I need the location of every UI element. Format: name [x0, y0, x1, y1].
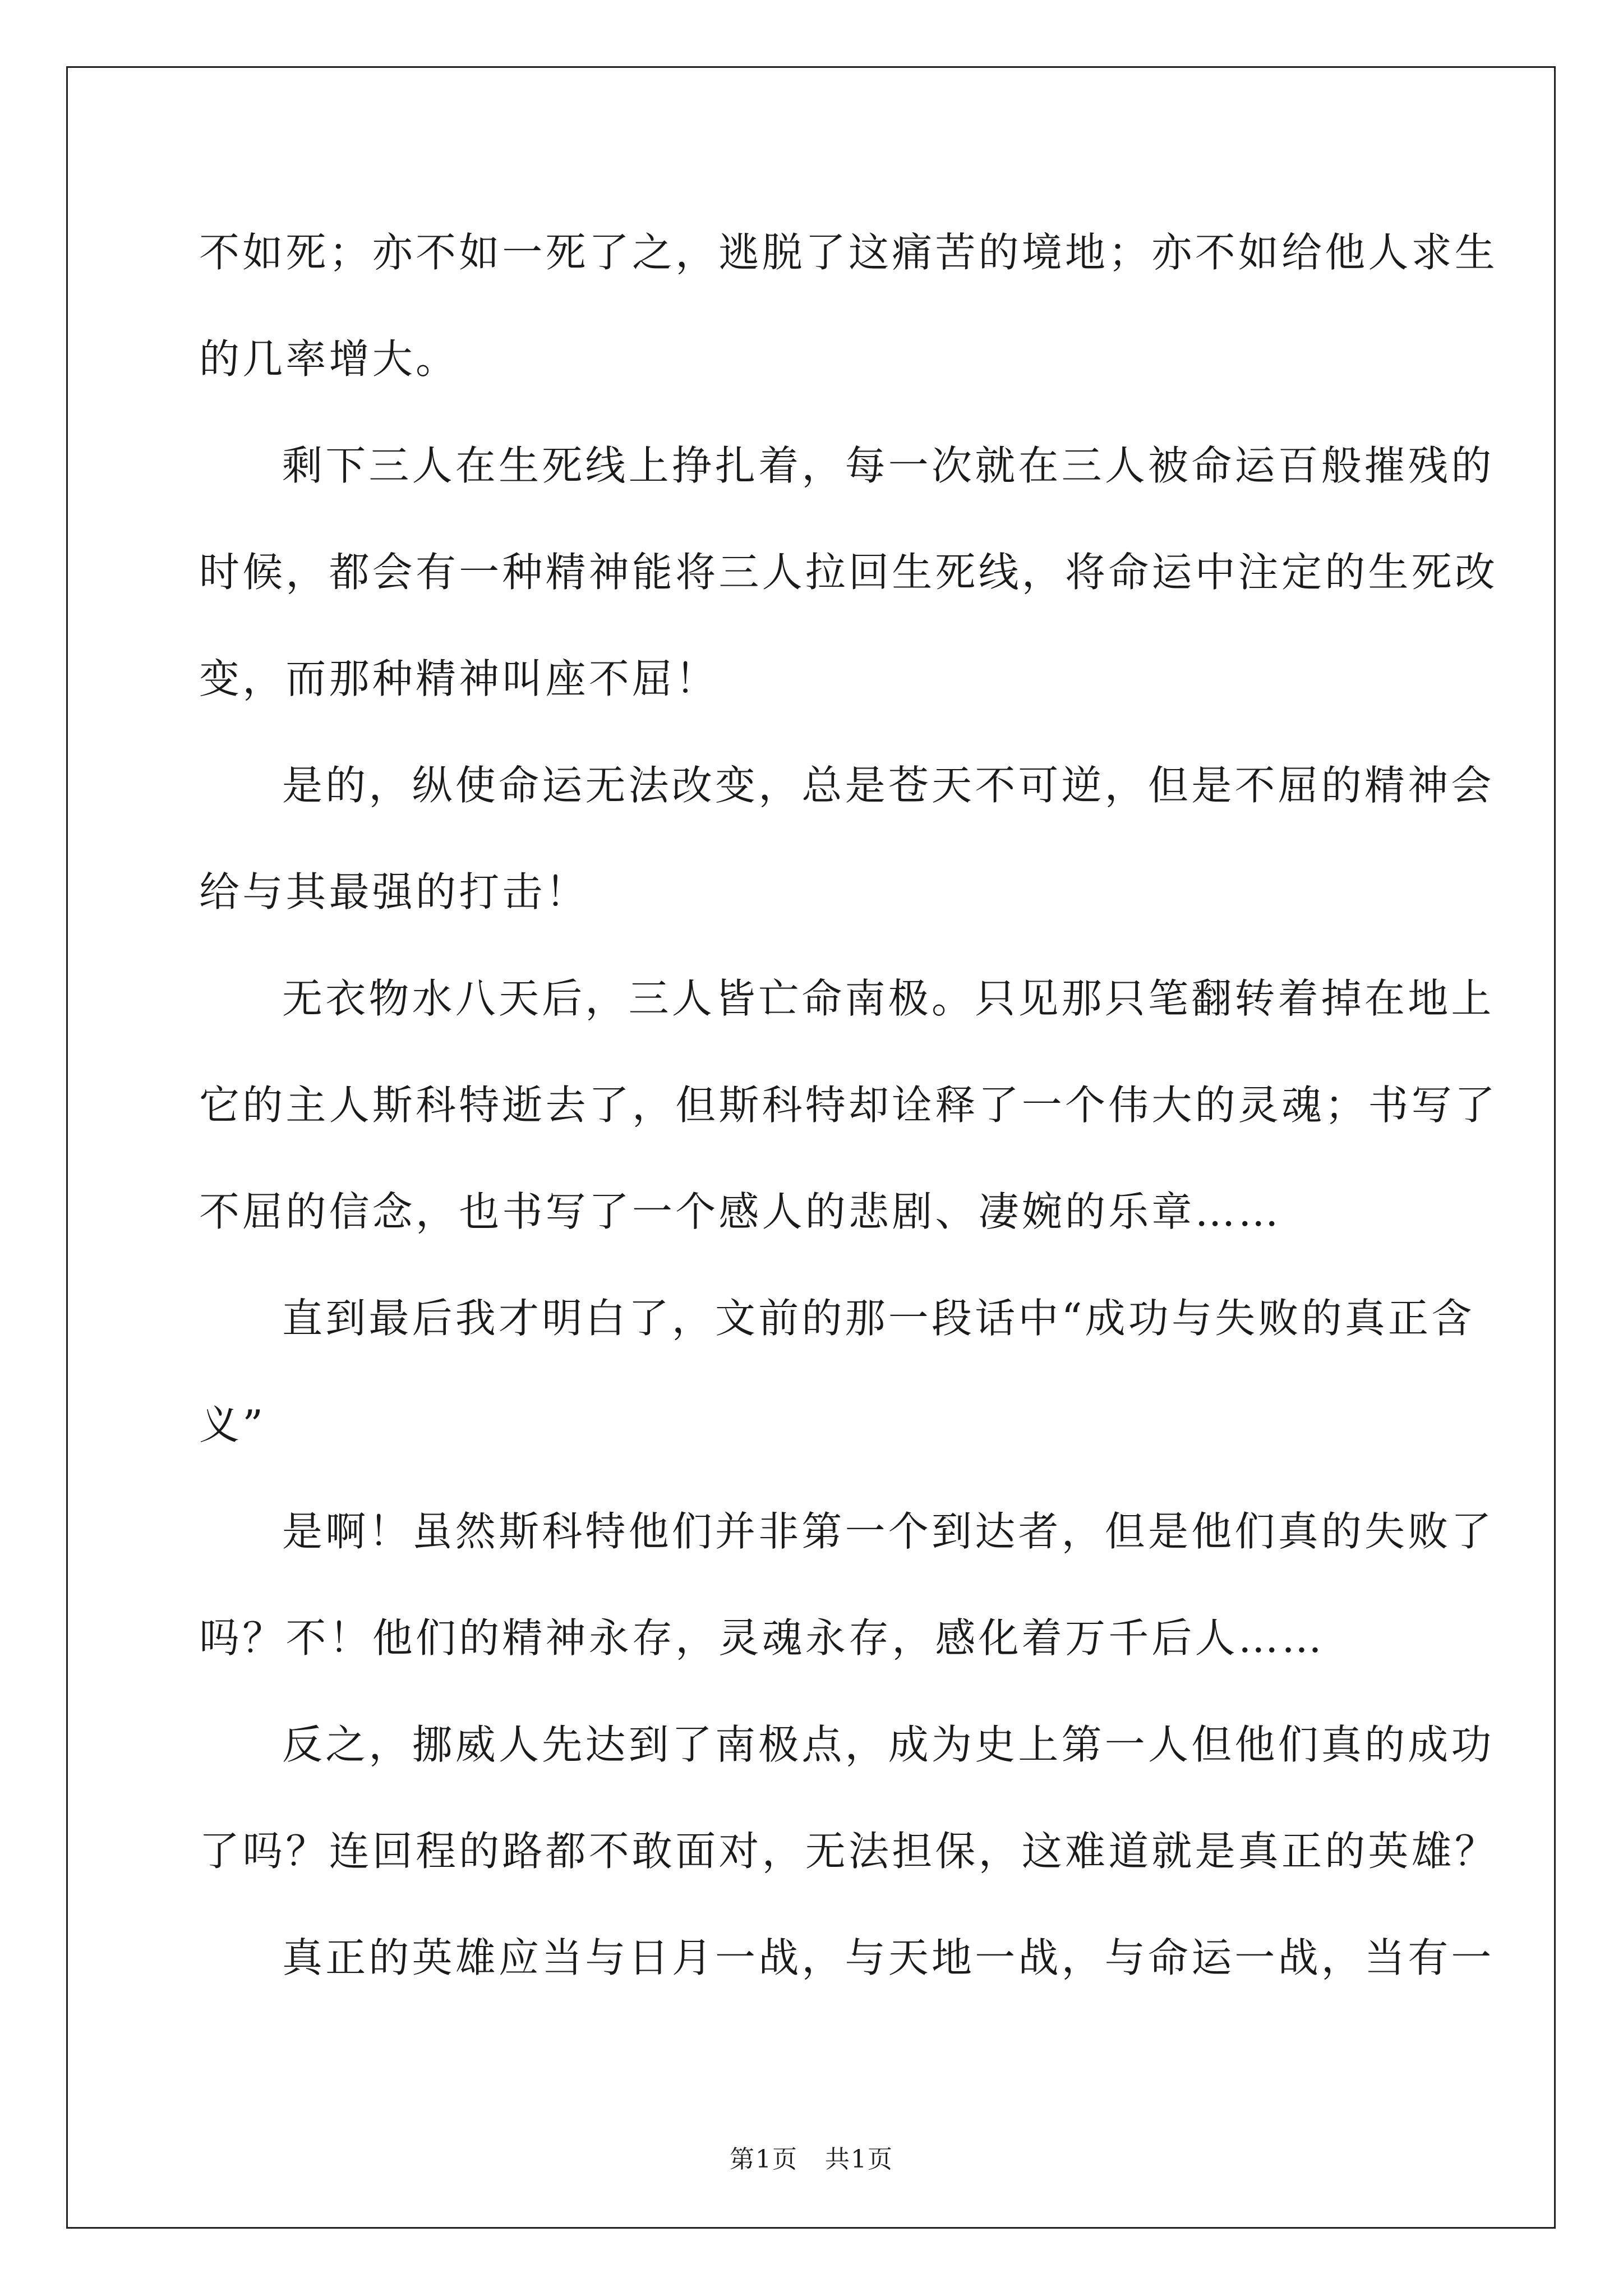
text-line: 的几率增大。: [199, 335, 459, 383]
page-footer: [0, 2143, 1623, 2177]
text-line: 是啊！虽然斯科特他们并非第一个到达者，但是他们真的失败了: [282, 1508, 1495, 1555]
text-line: 不屈的信念，也书写了一个感人的悲剧、凄婉的乐章……: [199, 1188, 1282, 1235]
text-line: 时候，都会有一种精神能将三人拉回生死线，将命运中注定的生死改: [199, 549, 1498, 596]
text-line: 直到最后我才明白了，文前的那一段话中“成功与失败的真正含: [282, 1295, 1475, 1342]
text-line: 无衣物水八天后，三人皆亡命南极。只见那只笔翻转着掉在地上: [282, 975, 1495, 1022]
text-line: 了吗？连回程的路都不敢面对，无法担保，这难道就是真正的英雄？: [199, 1828, 1498, 1875]
text-line: 变，而那种精神叫座不屈！: [199, 655, 719, 702]
text-line: 剩下三人在生死线上挣扎着，每一次就在三人被命运百般摧残的: [282, 442, 1495, 489]
text-line: 它的主人斯科特逝去了，但斯科特却诠释了一个伟大的灵魂；书写了: [199, 1082, 1498, 1129]
text-line: 义”: [199, 1401, 266, 1448]
text-line: 吗？不！他们的精神永存，灵魂永存，感化着万千后人……: [199, 1614, 1325, 1662]
text-line: 给与其最强的打击！: [199, 868, 589, 915]
text-line: 不如死；亦不如一死了之，逃脱了这痛苦的境地；亦不如给他人求生: [199, 229, 1498, 276]
document-body: [199, 219, 1498, 2031]
page-number: 第1页: [730, 2145, 798, 2174]
text-line: 反之，挪威人先达到了南极点，成为史上第一人但他们真的成功: [282, 1721, 1495, 1768]
text-line: 真正的英雄应当与日月一战，与天地一战，与命运一战，当有一: [282, 1934, 1495, 1981]
page-total: 共1页: [825, 2145, 893, 2174]
text-line: 是的，纵使命运无法改变，总是苍天不可逆，但是不屈的精神会: [282, 762, 1495, 809]
